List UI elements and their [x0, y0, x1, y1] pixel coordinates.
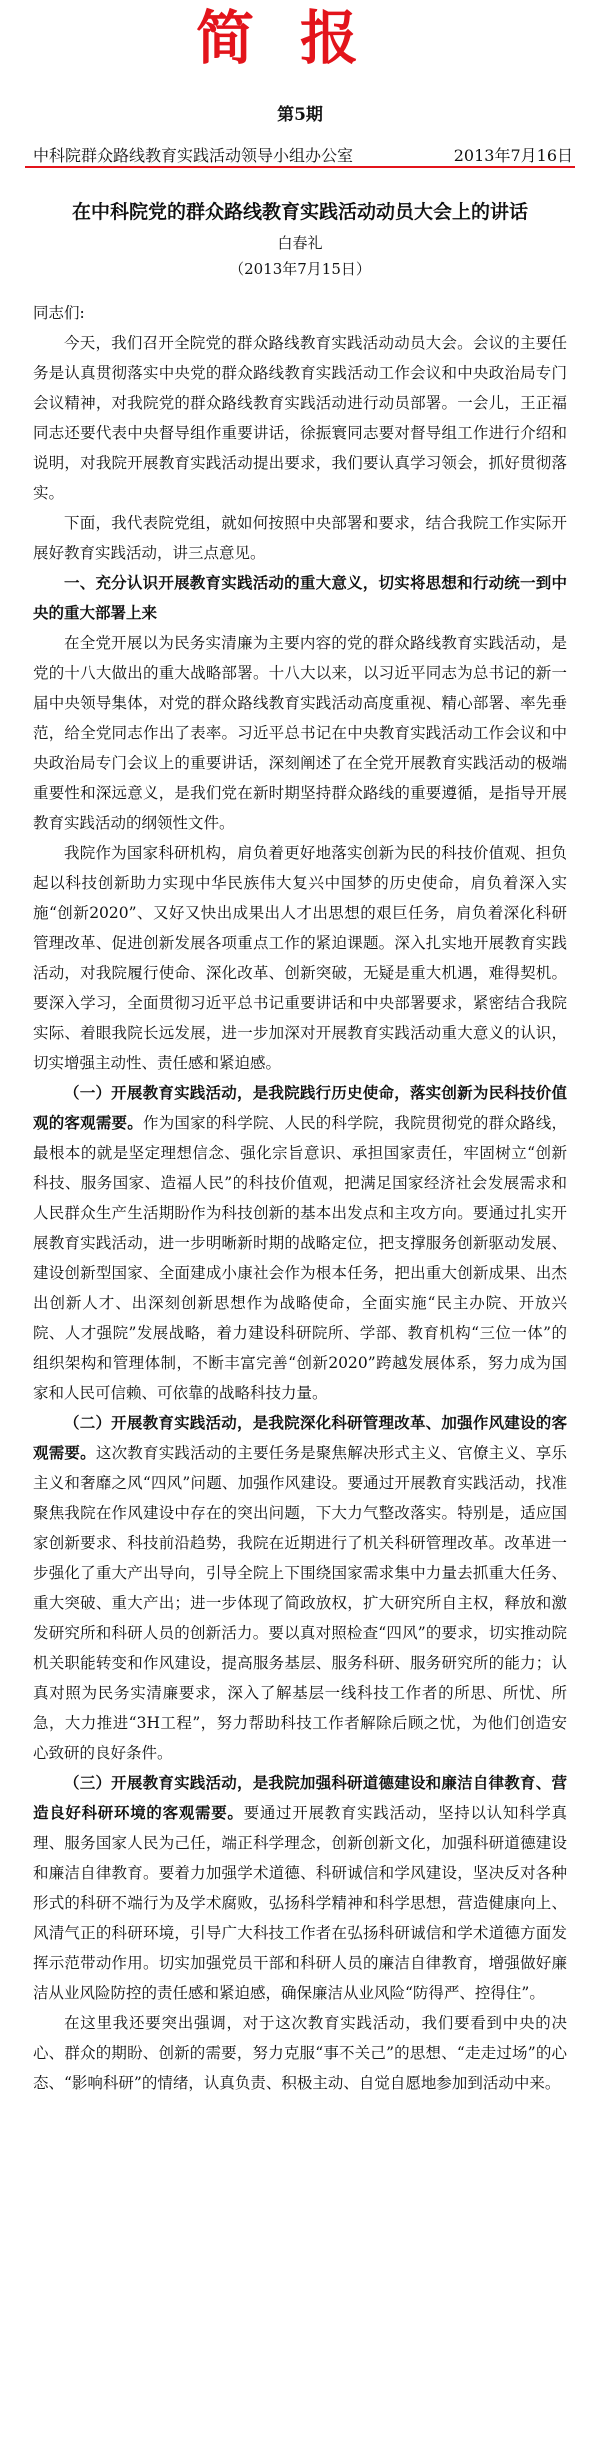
office-name: 中科院群众路线教育实践活动领导小组办公室 [33, 146, 354, 165]
speech-body [33, 298, 567, 2098]
masthead-title: 简报 [195, 4, 404, 72]
paragraph: 今天，我们召开全院党的群众路线教育实践活动动员大会。会议的主要任务是认真贯彻落实中央党的群众路线教育实践活动工作会议和中央政治局专门会议精神，对我院党的群众路线教育实践活动进行动员部署。一会儿，王正福同志还要代表中央督导组作重要讲话，徐振寰同志要对督导组工作进行介绍和说明，对我院开展教育实践活动提出要求，我们要认真学习领会，抓好贯彻落实。 [33, 334, 567, 502]
subsection-paragraph [33, 1078, 567, 1408]
subsection-text: 要通过开展教育实践活动，坚持以认知科学真理、服务国家人民为己任，端正科学理念，创新创新文化，加强科研道德建设和廉洁自律教育。要着力加强学术道德、科研诚信和学风建设，坚决反对各种形式的科研不端行为及学术腐败，弘扬科学精神和科学思想，营造健康向上、风清气正的科研环境，引导广大科技工作者在弘扬科研诚信和学术道德方面发挥示范带动作用。切实加强党员干部和科研人员的廉洁自律教育，增强做好廉洁从业风险防控的责任感和紧迫感，确保廉洁从业风险“防得严、控得住”。 [33, 1804, 567, 2002]
paragraph: 下面，我代表院党组，就如何按照中央部署和要求，结合我院工作实际开展好教育实践活动，讲三点意见。 [33, 514, 567, 562]
subsection-lead: （一）开展教育实践活动，是我院践行历史使命，落实创新为民科技价值观的客观需要。 [33, 1083, 567, 1132]
section-heading: 一、充分认识开展教育实践活动的重大意义，切实将思想和行动统一到中央的重大部署上来 [33, 573, 567, 622]
paragraph: 我院作为国家科研机构，肩负着更好地落实创新为民的科技价值观、担负起以科技创新助力实现中华民族伟大复兴中国梦的历史使命，肩负着深入实施“创新2020”、又好又快出成果出人才出思想的艰巨任务，肩负着深化科研管理改革、促进创新发展各项重点工作的紧迫课题。深入扎实地开展教育实践活动，对我院履行使命、深化改革、创新突破，无疑是重大机遇，难得契机。要深入学习，全面贯彻习近平总书记重要讲话和中央部署要求，紧密结合我院实际、着眼我院长远发展，进一步加深对开展教育实践活动重大意义的认识，切实增强主动性、责任感和紧迫感。 [33, 844, 567, 1072]
subsection-text: 作为国家的科学院、人民的科学院，我院贯彻党的群众路线，最根本的就是坚定理想信念、强化宗旨意识、承担国家责任，牢固树立“创新科技、服务国家、造福人民”的科技价值观，把满足国家经济社会发展需求和人民群众生产生活期盼作为科技创新的基本出发点和主攻方向。要通过扎实开展教育实践活动，进一步明晰新时期的战略定位，把支撑服务创新驱动发展、建设创新型国家、全面建成小康社会作为根本任务，把出重大创新成果、出杰出创新人才、出深刻创新思想作为战略使命，全面实施“民主办院、开放兴院、人才强院”发展战略，着力建设科研院所、学部、教育机构“三位一体”的组织架构和管理体制，不断丰富完善“创新2020”跨越发展体系，努力成为国家和人民可信赖、可依靠的战略科技力量。 [33, 1114, 567, 1402]
subsection-paragraph [33, 1408, 567, 1768]
subsection-paragraph [33, 1768, 567, 2008]
paragraph: 在全党开展以为民务实清廉为主要内容的党的群众路线教育实践活动，是党的十八大做出的重大战略部署。十八大以来，以习近平同志为总书记的新一届中央领导集体，对党的群众路线教育实践活动高度重视、精心部署、率先垂范，给全党同志作出了表率。习近平总书记在中央教育实践活动工作会议和中央政治局专门会议上的重要讲话，深刻阐述了在全党开展教育实践活动的极端重要性和深远意义，是我们党在新时期坚持群众路线的重要遵循，是指导开展教育实践活动的纲领性文件。 [33, 634, 567, 832]
subsection-text: 这次教育实践活动的主要任务是聚焦解决形式主义、官僚主义、享乐主义和奢靡之风“四风”问题、加强作风建设。要通过开展教育实践活动，找准聚焦我院在作风建设中存在的突出问题，下大力气整改落实。特别是，适应国家创新要求、科技前沿趋势，我院在近期进行了机关科研管理改革。改革进一步强化了重大产出导向，引导全院上下围绕国家需求集中力量去抓重大任务、重大突破、重大产出；进一步体现了简政放权，扩大研究所自主权，释放和激发研究所和科研人员的创新活力。要以真对照检查“四风”的要求，切实推动院机关职能转变和作风建设，提高服务基层、服务科研、服务研究所的能力；认真对照为民务实清廉要求，深入了解基层一线科技工作者的所思、所忧、所急，大力推进“3H工程”，努力帮助科技工作者解除后顾之忧，为他们创造安心致研的良好条件。 [33, 1444, 567, 1762]
subsection-lead: （二）开展教育实践活动，是我院深化科研管理改革、加强作风建设的客观需要。 [33, 1413, 567, 1462]
salutation: 同志们: [33, 304, 85, 322]
red-divider [25, 166, 575, 168]
speech-author: 白春礼 [277, 234, 323, 252]
subsection-lead: （三）开展教育实践活动，是我院加强科研道德建设和廉洁自律教育、营造良好科研环境的客观需要。 [33, 1773, 567, 1822]
closing-paragraph: 在这里我还要突出强调，对于这次教育实践活动，我们要看到中央的决心、群众的期盼、创新的需要，努力克服“事不关己”的思想、“走走过场”的心态、“影响科研”的情绪，认真负责、积极主动、自觉自愿地参加到活动中来。 [33, 2014, 567, 2092]
issue-number: 第5期 [277, 105, 323, 125]
bulletin-date: 2013年7月16日 [453, 146, 573, 165]
speech-date: （2013年7月15日） [229, 260, 371, 278]
speech-title: 在中科院党的群众路线教育实践活动动员大会上的讲话 [71, 201, 528, 223]
